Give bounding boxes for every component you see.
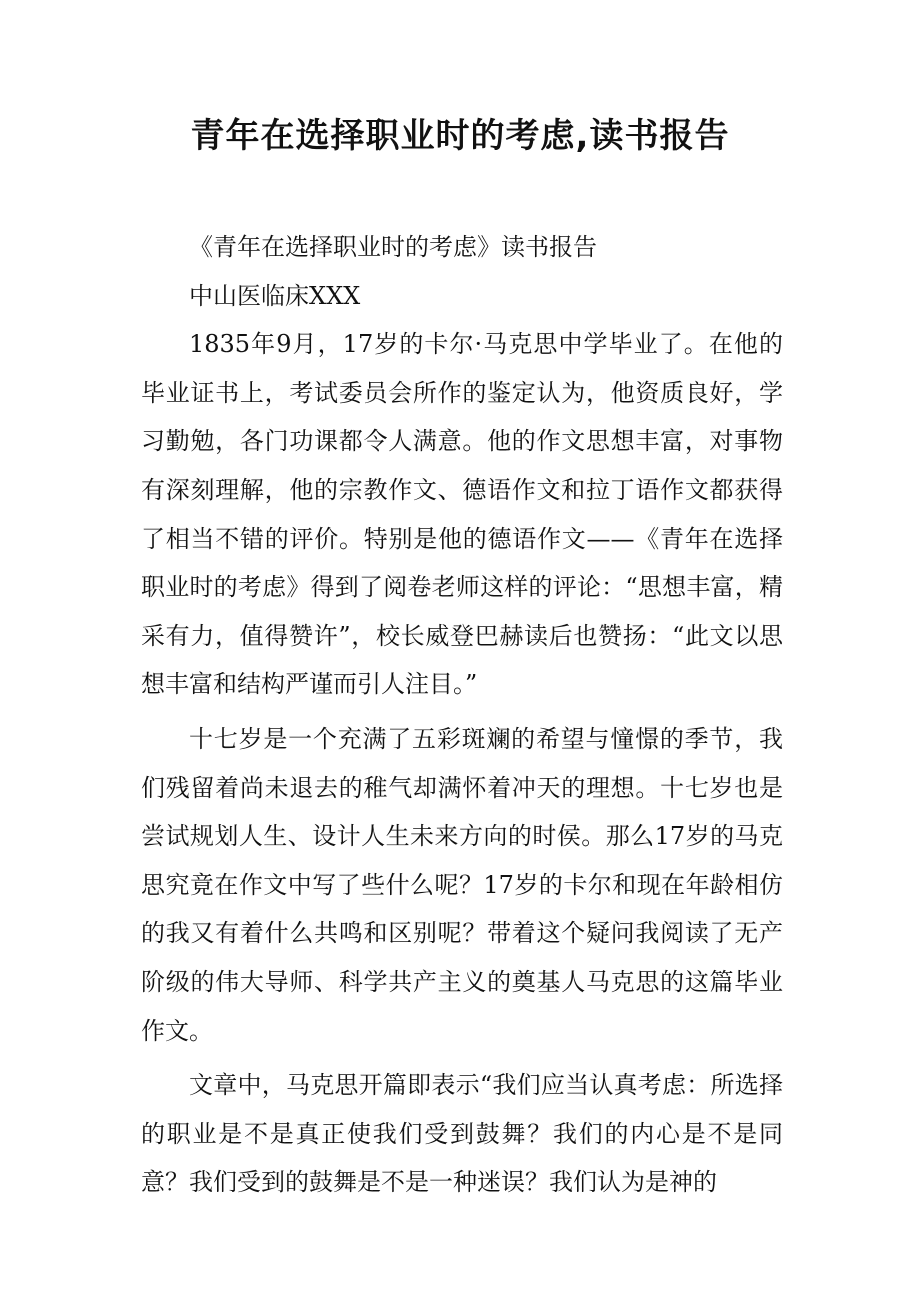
report-heading-line: 《青年在选择职业时的考虑》读书报告 bbox=[189, 233, 597, 261]
document-body bbox=[141, 223, 783, 1207]
paragraph-article-opening: 文章中，马克思开篇即表示“我们应当认真考虑：所选择的职业是不是真正使我们受到鼓舞？我们的内心是不是同意？我们受到的鼓舞是不是一种迷误？我们认为是神的 bbox=[141, 1071, 783, 1197]
paragraph-seventeen: 十七岁是一个充满了五彩斑斓的希望与憧憬的季节，我们残留着尚未退去的稚气却满怀着冲天的理想。十七岁也是尝试规划人生、设计人生未来方向的时侯。那么17岁的马克思究竟在作文中写了些什么呢？17岁的卡尔和现在年龄相仿的我又有着什么共鸣和区别呢？带着这个疑问我阅读了无产阶级的伟大导师、科学共产主义的奠基人马克思的这篇毕业作文。 bbox=[141, 724, 783, 1045]
paragraph-graduation: 1835年9月，17岁的卡尔·马克思中学毕业了。在他的毕业证书上，考试委员会所作的鉴定认为，他资质良好，学习勤勉，各门功课都令人满意。他的作文思想丰富，对事物有深刻理解，他的宗教作文、德语作文和拉丁语作文都获得了相当不错的评价。特别是他的德语作文——《青年在选择职业时的考虑》得到了阅卷老师这样的评论：“思想丰富，精采有力，值得赞许”，校长威登巴赫读后也赞扬：“此文以思想丰富和结构严谨而引人注目。” bbox=[141, 330, 783, 699]
author-line: 中山医临床XXX bbox=[189, 281, 361, 310]
document-title: 青年在选择职业时的考虑,读书报告 bbox=[190, 116, 730, 156]
